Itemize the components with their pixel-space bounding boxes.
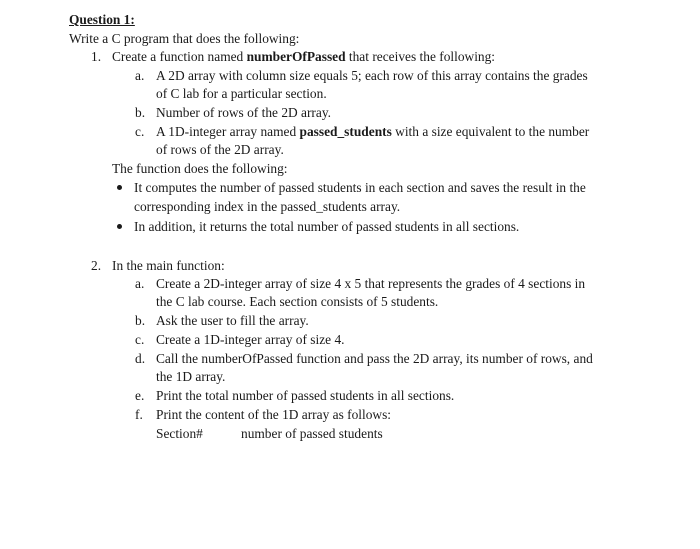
item1-text: Create a function named numberOfPassed that receives the following:: [112, 49, 496, 64]
output-column-section: Section#: [156, 426, 203, 441]
item2a-mark: a.: [135, 276, 145, 291]
item2c-line1: Create a 1D-integer array of size 4.: [156, 332, 345, 347]
does-heading: The function does the following:: [112, 161, 288, 176]
item2f-line1: Print the content of the 1D array as follows:: [156, 407, 392, 422]
item1a-mark: a.: [135, 68, 145, 83]
item2d-line2: the 1D array.: [156, 369, 226, 384]
bullet-dot: [117, 185, 122, 190]
item2e-mark: e.: [135, 388, 145, 403]
item2a-line1: Create a 2D-integer array of size 4 x 5 that represents the grades of 4 sections in: [156, 276, 586, 291]
item1-number: 1.: [91, 49, 102, 64]
item1c-line2: of rows of the 2D array.: [156, 142, 284, 157]
bullet-dot: [117, 224, 122, 229]
item1b-line1: Number of rows of the 2D array.: [156, 105, 332, 120]
bullet1-line1: It computes the number of passed students in each section and saves the result in the: [134, 180, 586, 195]
item1c-line1: A 1D-integer array named passed_students with a size equivalent to the number: [156, 124, 590, 139]
bullet1-line2: corresponding index in the passed_students array.: [134, 199, 401, 214]
item1c-mark: c.: [135, 124, 145, 139]
intro-text: Write a C program that does the following:: [69, 31, 300, 46]
question-title: Question 1:: [69, 12, 135, 27]
item2b-mark: b.: [135, 313, 146, 328]
item2-heading: In the main function:: [112, 258, 225, 273]
item2f-mark: f.: [135, 407, 143, 422]
item2c-mark: c.: [135, 332, 145, 347]
item2-number: 2.: [91, 258, 102, 273]
item2e-line1: Print the total number of passed students in all sections.: [156, 388, 455, 403]
array-name: passed_students: [299, 124, 392, 139]
item1a-line2: of C lab for a particular section.: [156, 86, 327, 101]
output-column-passed: number of passed students: [241, 426, 383, 441]
item1b-mark: b.: [135, 105, 146, 120]
item2a-line2: the C lab course. Each section consists of 5 students.: [156, 294, 439, 309]
item2b-line1: Ask the user to fill the array.: [156, 313, 309, 328]
item1a-line1: A 2D array with column size equals 5; each row of this array contains the grades: [156, 68, 588, 83]
item2d-mark: d.: [135, 351, 146, 366]
function-name: numberOfPassed: [246, 49, 346, 64]
item2d-line1: Call the numberOfPassed function and pass the 2D array, its number of rows, and: [156, 351, 593, 366]
bullet2-line1: In addition, it returns the total number of passed students in all sections.: [134, 219, 520, 234]
